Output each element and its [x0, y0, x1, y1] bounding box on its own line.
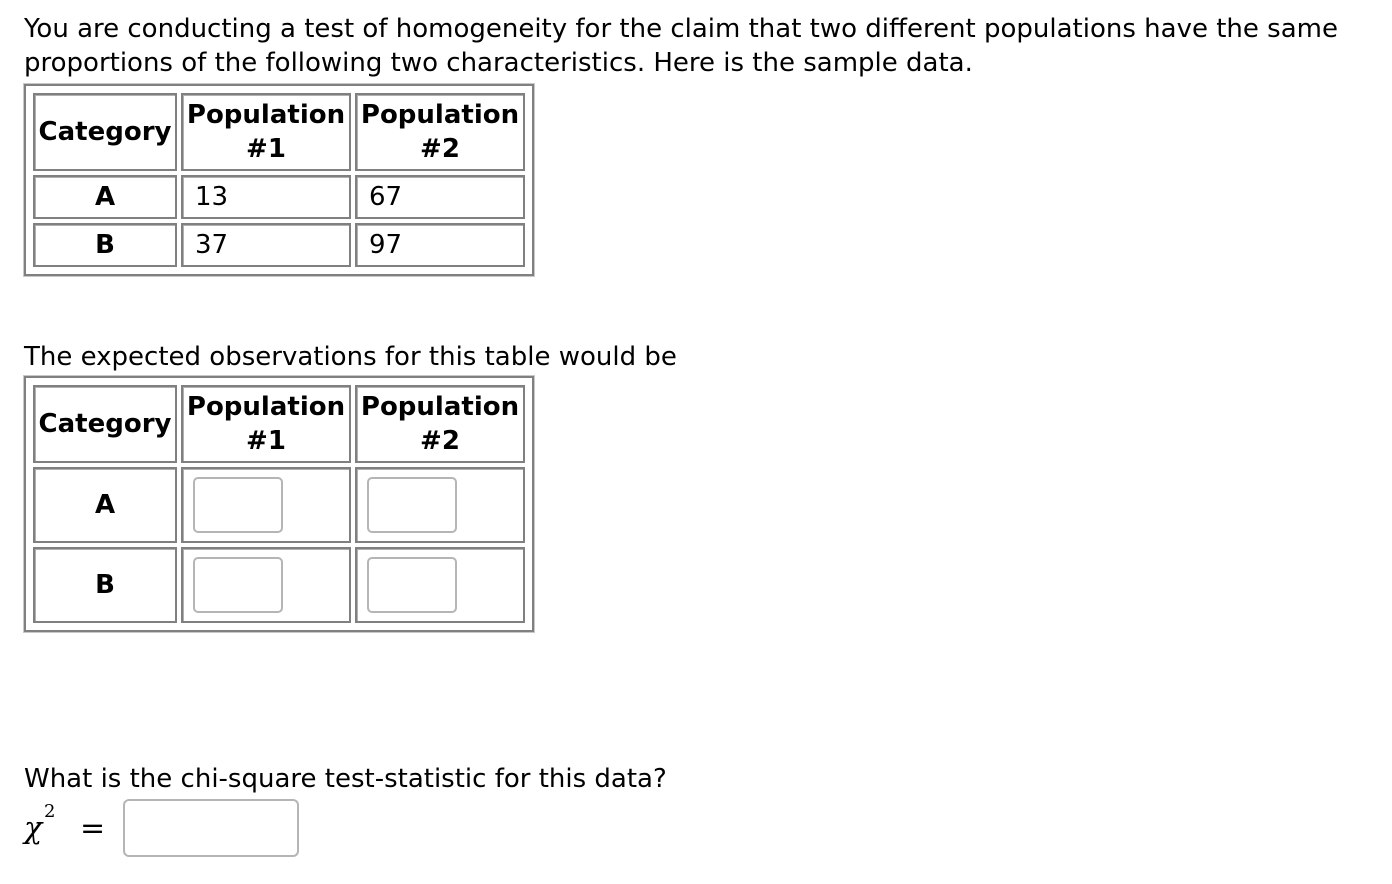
observed-category-b: B: [33, 223, 177, 267]
observed-header-pop1: Population #1: [181, 93, 351, 171]
observed-a-pop1: 13: [181, 175, 351, 219]
observed-a-pop2: 67: [355, 175, 525, 219]
expected-header-pop2: Population #2: [355, 385, 525, 463]
expected-category-b: B: [33, 547, 177, 623]
expected-b-pop2-cell: [355, 547, 525, 623]
expected-a-pop2-input[interactable]: [367, 477, 457, 533]
expected-b-pop1-cell: [181, 547, 351, 623]
expected-table: [24, 376, 534, 632]
equals-sign: =: [80, 810, 106, 846]
expected-a-pop1-input[interactable]: [193, 477, 283, 533]
chi-square-answer-row: [24, 798, 299, 858]
expected-category-a: A: [33, 467, 177, 543]
expected-prompt: The expected observations for this table would be: [24, 342, 677, 372]
expected-header-category: Category: [33, 385, 177, 463]
expected-b-pop2-input[interactable]: [367, 557, 457, 613]
expected-row-b: [33, 547, 525, 623]
chi-exponent: 2: [44, 800, 56, 822]
observed-row-b: [33, 223, 525, 267]
observed-row-a: [33, 175, 525, 219]
observed-header-category: Category: [33, 93, 177, 171]
intro-line-2: proportions of the following two characteristics. Here is the sample data.: [24, 48, 973, 78]
question-intro: [24, 12, 1364, 80]
expected-b-pop1-input[interactable]: [193, 557, 283, 613]
expected-a-pop1-cell: [181, 467, 351, 543]
observed-category-a: A: [33, 175, 177, 219]
expected-row-a: [33, 467, 525, 543]
observed-header-pop2: Population #2: [355, 93, 525, 171]
intro-line-1: You are conducting a test of homogeneity for the claim that two different populations have the same: [24, 14, 1338, 44]
observed-b-pop2: 97: [355, 223, 525, 267]
chi-square-question: What is the chi-square test-statistic for this data?: [24, 764, 667, 794]
expected-a-pop2-cell: [355, 467, 525, 543]
observed-table: [24, 84, 534, 276]
chi-symbol: χ 2: [24, 800, 56, 846]
observed-b-pop1: 37: [181, 223, 351, 267]
expected-header-pop1: Population #1: [181, 385, 351, 463]
chi-square-input[interactable]: [123, 799, 299, 857]
